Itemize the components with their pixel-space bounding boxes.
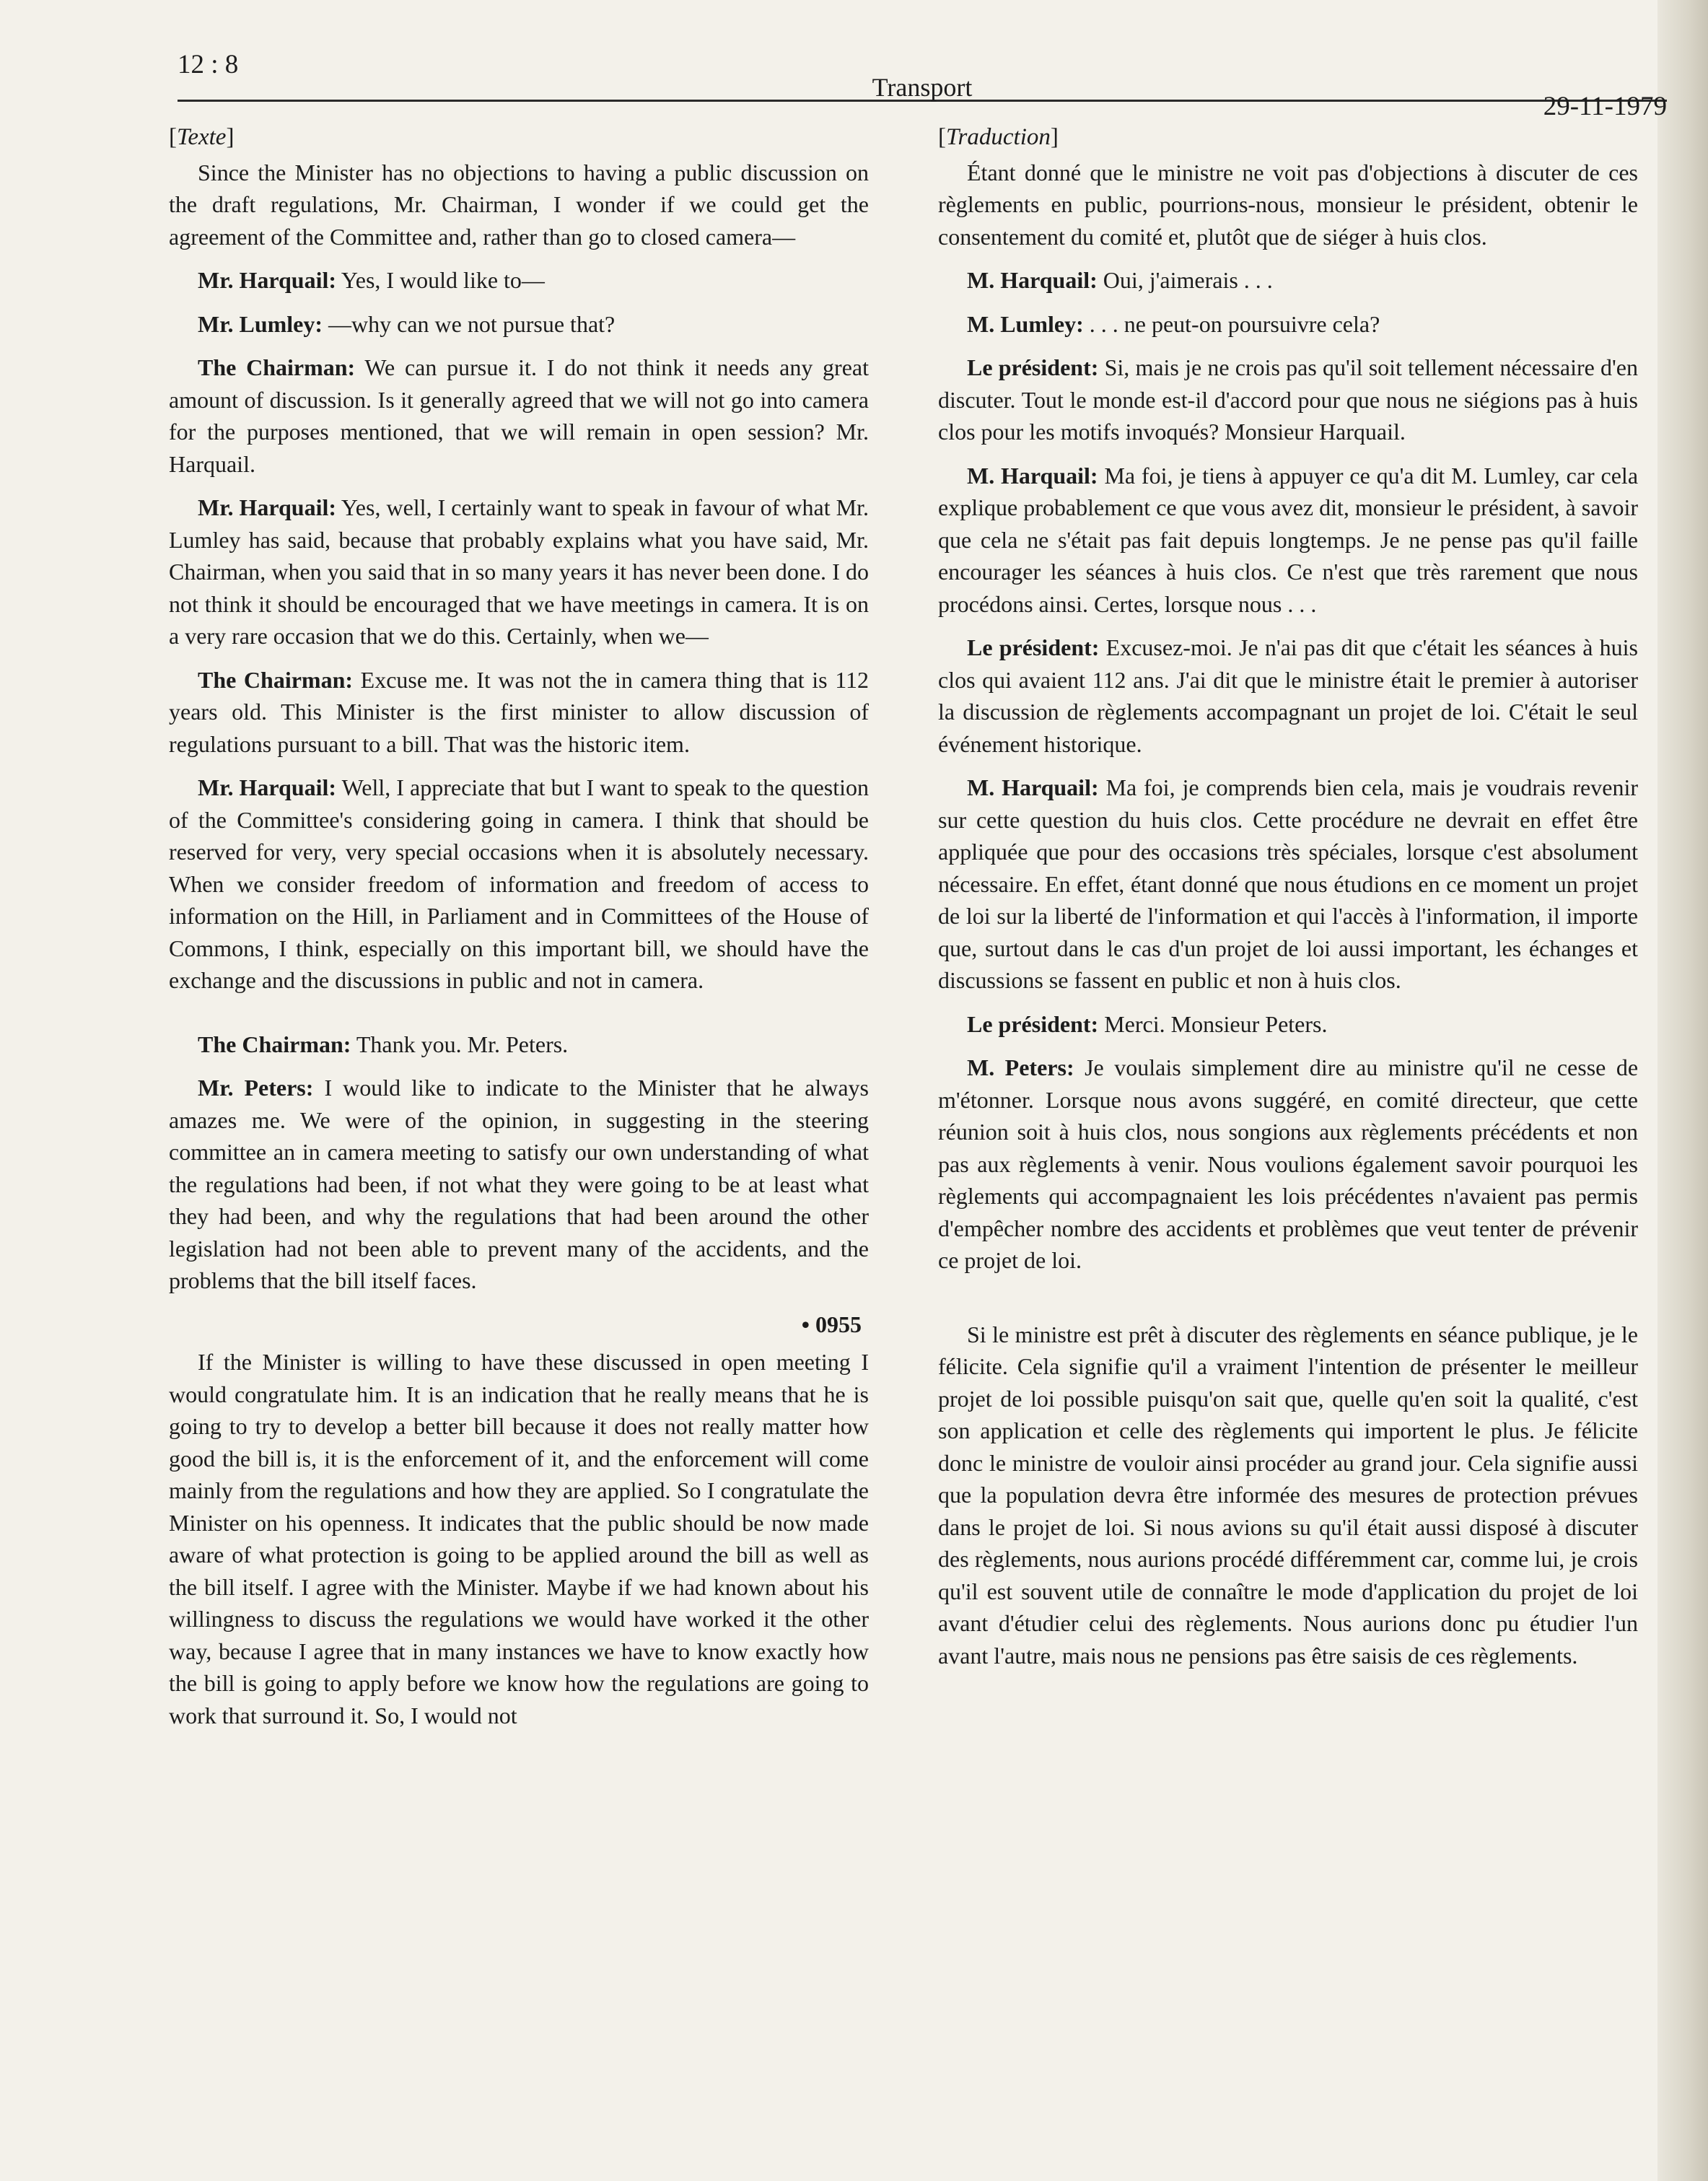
page-edge <box>1657 0 1708 2181</box>
paragraph: The Chairman: Excuse me. It was not the in camera thing that is 112 years old. This Minister is the first minister to allow discussion of regulations pursuant to a bill. That was the historic item. <box>169 666 870 757</box>
paragraph: The Chairman: Thank you. Mr. Peters. <box>198 1031 569 1057</box>
paragraph: M. Harquail: Oui, j'aimerais . . . <box>967 267 1273 293</box>
issue-date: 29-11-1979 <box>1543 92 1667 121</box>
paragraph: Mr. Harquail: Well, I appreciate that but I want to speak to the question of the Committee's considering going in camera. I think that should be reserved for very, very special occasions when it is absolutely necessary. When we consider freedom of information and freedom of access to information on the Hill, in Parliament and in Committees of the House of Commons, I think, especially on this important bill, we should have the exchange and the discussions in public and not in camera. <box>169 774 870 993</box>
paragraph: Mr. Peters: I would like to indicate to the Minister that he always amazes me. We were of the opinion, in suggesting in the steering committee an in camera meeting to satisfy our own understanding of what the regulations had been, if not what they were going to be at least what they had been, and why the regulations that had been around the other legislation had not been able to prevent many of the accidents, and the problems that the bill itself faces. <box>169 1075 870 1293</box>
paragraph: M. Harquail: Ma foi, je comprends bien cela, mais je voudrais revenir sur cette question du huis clos. Cette procédure ne devrait en effet être appliquée que pour des occasions très spéciales, lorsque c'est absolument nécessaire. En effet, étant donné que nous étudions en ce moment un projet de loi sur la liberté de l'information et qui l'accès à l'information, il importe que, surtout dans le cas d'un projet de loi aussi important, les échanges et discussions se fassent en public et non à huis clos. <box>938 774 1639 993</box>
paragraph: Le président: Merci. Monsieur Peters. <box>967 1010 1328 1037</box>
paragraph: The Chairman: We can pursue it. I do not think it needs any great amount of discussion. Is it generally agreed that we will not go into camera for the purposes mentioned, that we will remain in open session? Mr. Harquail. <box>169 354 870 477</box>
time-marker: • 0955 <box>801 1311 862 1337</box>
section-tag-french: [Traduction] <box>938 124 1059 150</box>
page-number: 12 : 8 <box>178 50 239 79</box>
paragraph: Mr. Lumley: —why can we not pursue that? <box>198 310 616 337</box>
section-tag-english: [Texte] <box>169 124 235 150</box>
journal-title: Transport <box>872 73 973 102</box>
paragraph: Le président: Si, mais je ne crois pas qu'il soit tellement nécessaire d'en discuter. Tout le monde est-il d'accord pour que nous ne siégions pas à huis clos pour les motifs invoqués? Monsieur Harquail. <box>938 354 1639 445</box>
paragraph: Si le ministre est prêt à discuter des règlements en séance publique, je le félicite. Cela signifie qu'il a vraiment l'intention de présenter le meilleur projet de loi possible puisqu'on sait que, quelle qu'en soit la qualité, c'est son application et celle des règlements qui importent le plus. Je félicite donc le ministre de vouloir ainsi procéder au grand jour. Cela signifie aussi que la population devra être informée des mesures de protection prévues dans le projet de loi. Si nous avions su qu'il était aussi disposé à discuter des règlements, nous aurions procédé différemment car, comme lui, je crois qu'il est souvent utile de connaître le mode d'application du projet de loi avant d'étudier celui des règlements. Nous aurions donc pu étudier l'un avant l'autre, mais nous ne pensions pas être saisis de ces règlements. <box>938 1321 1638 1669</box>
paragraph: Étant donné que le ministre ne voit pas d'objections à discuter de ces règlements en public, pourrions-nous, monsieur le président, obtenir le consentement du comité et, plutôt que de siéger à huis clos. <box>938 159 1638 250</box>
french-column <box>938 121 1638 1998</box>
paragraph: If the Minister is willing to have these discussed in open meeting I would congratulate him. It is an indication that he really means that he is going to try to develop a better bill because it does not really matter how good the bill is, it is the enforcement of it, and the enforcement will come mainly from the regulations and how they are applied. So I congratulate the Minister on his openness. It indicates that the public should be now made aware of what protection is going to be applied around the bill as well as the bill itself. I agree with the Minister. Maybe if we had known about his willingness to discuss the regulations we would have worked it the other way, because I agree that in many instances we have to know exactly how the bill is going to apply before we know how the regulations are going to work that surround it. So, I would not <box>169 1349 869 1728</box>
paragraph: Le président: Excusez-moi. Je n'ai pas dit que c'était les séances à huis clos qui avaient 112 ans. J'ai dit que le ministre était le premier à autoriser la discussion de règlements accompagnant un projet de loi. C'était le seul événement historique. <box>938 634 1639 757</box>
paragraph: Mr. Harquail: Yes, well, I certainly want to speak in favour of what Mr. Lumley has said, because that probably explains what you have said, Mr. Chairman, when you said that in so many years it has never been done. I do not think it should be encouraged that we have meetings in camera. It is on a very rare occasion that we do this. Certainly, when we— <box>169 494 870 649</box>
paragraph: Since the Minister has no objections to having a public discussion on the draft regulations, Mr. Chairman, I wonder if we could get the agreement of the Committee and, rather than go to closed camera— <box>169 159 869 250</box>
paragraph: M. Peters: Je voulais simplement dire au ministre qu'il ne cesse de m'étonner. Lorsque nous avons suggéré, en comité directeur, que cette réunion soit à huis clos, nous songions aux règlements précédents et non pas aux règlements à venir. Nous voulions également savoir pourquoi les règlements qui accompagnaient les lois précédentes n'avaient pas permis d'empêcher nombre des accidents et problèmes que veut tenter de prévenir ce projet de loi. <box>938 1054 1639 1273</box>
paragraph: M. Lumley: . . . ne peut-on poursuivre cela? <box>967 310 1380 337</box>
english-column <box>169 121 869 1998</box>
page-header <box>178 42 1667 121</box>
paragraph: Mr. Harquail: Yes, I would like to— <box>198 267 545 293</box>
paragraph: M. Harquail: Ma foi, je tiens à appuyer ce qu'a dit M. Lumley, car cela explique probablement ce que vous avez dit, monsieur le président, à savoir que cela ne s'était pas fait depuis longtemps. Je ne pense pas qu'il faille encourager les séances à huis clos. Ce n'est que très rarement que nous procédons ainsi. Certes, lorsque nous . . . <box>938 462 1639 617</box>
